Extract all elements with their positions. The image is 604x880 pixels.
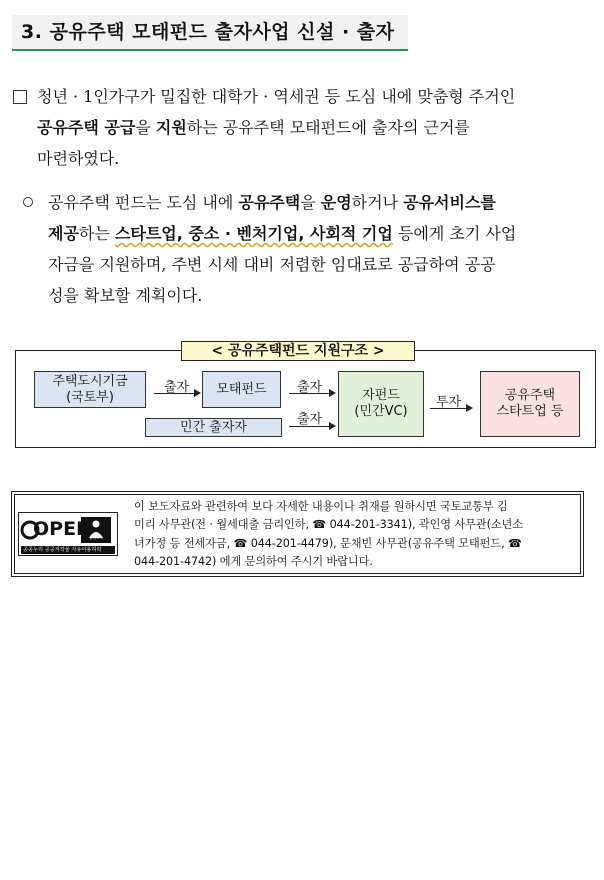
arrow-label-investment: 투자 xyxy=(436,395,462,410)
text-fragment: 하는 xyxy=(78,224,115,243)
arrow-line xyxy=(430,408,466,409)
section-title: 3. 공유주택 모태펀드 출자사업 신설 · 출자 xyxy=(12,15,408,51)
arrow-label-invest: 출자 xyxy=(297,412,323,427)
circle-bullet-icon xyxy=(23,197,33,207)
paragraph-1-line-2 xyxy=(37,113,593,143)
node-label: 주택도시기금 xyxy=(52,373,128,389)
node-label: (국토부) xyxy=(66,389,114,405)
contact-text xyxy=(134,498,580,572)
diagram-title: < 공유주택펀드 지원구조 > xyxy=(181,341,415,361)
text-fragment: 을 xyxy=(300,193,321,212)
paragraph-1-line-1: 청년 · 1인가구가 밀집한 대학가 · 역세권 등 도심 내에 맞춤형 주거인 xyxy=(37,87,516,106)
logo-badge-label: 출처표시 xyxy=(89,536,103,540)
arrow-label-invest: 출자 xyxy=(297,380,323,395)
kogl-open-logo xyxy=(18,512,118,556)
node-label: (민간VC) xyxy=(354,404,408,419)
node-private-investor xyxy=(145,418,282,437)
arrow-line xyxy=(289,393,329,394)
square-bullet-icon xyxy=(13,90,27,104)
node-housing-fund xyxy=(34,371,146,408)
arrow-line xyxy=(154,393,194,394)
logo-caption: 공공누리 공공저작물 자유이용허락 xyxy=(23,547,102,553)
arrow-right-icon xyxy=(194,389,201,397)
arrow-label-invest: 출자 xyxy=(164,380,190,395)
logo-wordmark: OPEN xyxy=(33,518,92,540)
arrow-right-icon xyxy=(329,389,336,397)
arrow-right-icon xyxy=(466,404,473,412)
emphasis-shared-housing: 공유주택 xyxy=(238,193,301,212)
emphasis-operate: 운영 xyxy=(320,193,352,212)
paragraph-2-line-3: 자금을 지원하며, 주변 시세 대비 저렴한 임대료로 공급하여 공공 xyxy=(48,255,496,274)
text-fragment: 하는 공유주택 모태펀드에 출자의 근거를 xyxy=(186,118,470,137)
node-label: 자펀드 xyxy=(362,388,400,403)
emphasis-provide: 제공 xyxy=(48,224,79,243)
text-fragment: 공유주택 펀드는 도심 내에 xyxy=(48,193,239,212)
text-fragment: 등에게 초기 사업 xyxy=(392,224,517,243)
emphasis-support: 지원 xyxy=(155,118,187,137)
contact-line-3: 녀가정 등 전세자금, ☎ 044-201-4479), 문채빈 사무관(공유주택 모태펀드, ☎ xyxy=(134,536,522,550)
contact-line-4: 044-201-4742) 에게 문의하여 주시기 바랍니다. xyxy=(134,555,373,569)
arrow-right-icon xyxy=(329,422,336,430)
paragraph-1-line-3: 마련하였다. xyxy=(37,149,120,168)
emphasis-shared-housing-supply: 공유주택 공급 xyxy=(37,118,136,137)
text-fragment: 을 xyxy=(135,118,156,137)
text-fragment: 하거나 xyxy=(351,193,404,212)
node-child-fund xyxy=(338,371,424,437)
emphasis-startups: 스타트업, 중소 · 벤처기업, 사회적 기업 xyxy=(114,224,393,243)
node-label: 스타트업 등 xyxy=(496,404,564,419)
node-mother-fund xyxy=(202,371,281,408)
contact-line-2: 미리 사무관(전 · 월세대출 금리인하, ☎ 044-201-3341), 곽인영 사무관(소년소 xyxy=(134,518,523,532)
arrow-line xyxy=(289,426,329,427)
node-startups xyxy=(480,371,580,437)
node-label: 공유주택 xyxy=(504,388,556,403)
contact-line-1: 이 보도자료와 관련하여 보다 자세한 내용이나 취재를 원하시면 국토교통부 김 xyxy=(134,500,508,513)
paragraph-2-line-4: 성을 확보할 계획이다. xyxy=(48,286,203,305)
paragraph-2-line-1 xyxy=(48,188,596,218)
node-label: 모태펀드 xyxy=(216,381,267,397)
emphasis-shared-service: 공유서비스를 xyxy=(403,193,496,212)
node-label: 민간 출자자 xyxy=(180,419,247,435)
paragraph-2-line-2 xyxy=(48,219,596,249)
